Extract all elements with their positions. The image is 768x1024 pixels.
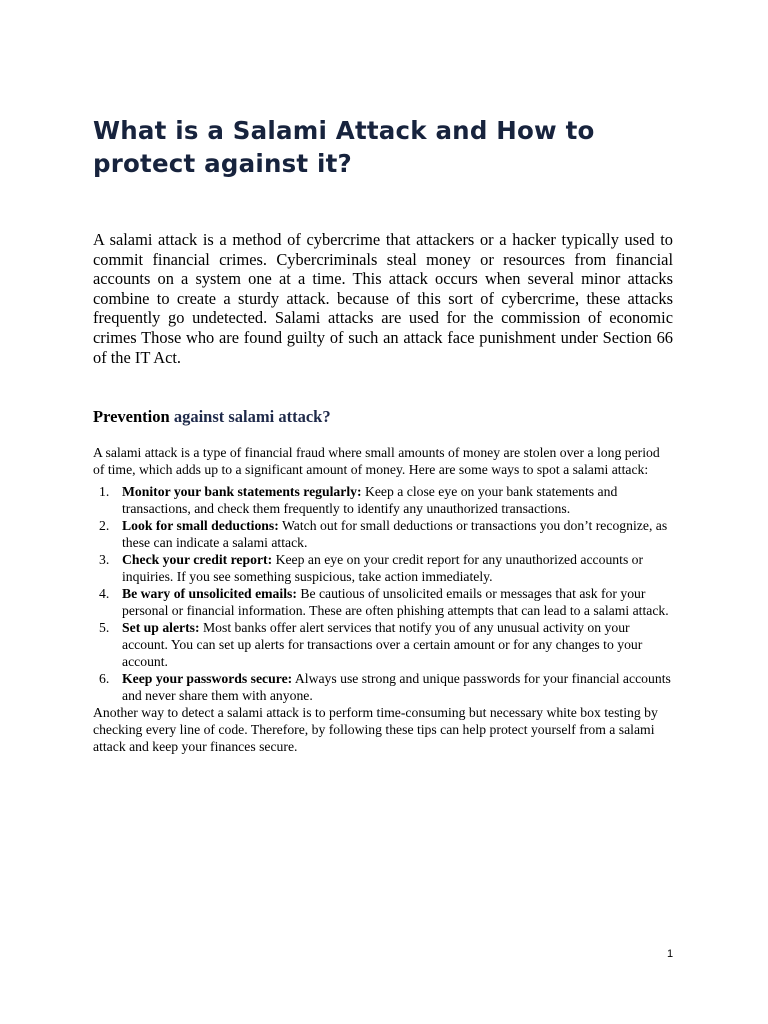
list-item-term: Look for small deductions: xyxy=(122,518,279,534)
list-item-term: Keep your passwords secure: xyxy=(122,671,293,687)
list-item-number: 3. xyxy=(99,552,110,568)
list-item-term: Set up alerts: xyxy=(122,620,200,636)
list-item-number: 2. xyxy=(99,518,110,534)
prevention-heading xyxy=(93,407,673,427)
intro-paragraph: A salami attack is a method of cybercrime that attackers or a hacker typically used to commit financial crimes. Cybercriminals steal money or resources from financial accounts on a system one at a time. This attack occurs when several minor attacks combine to create a sturdy attack. because of this sort of cybercrime, these attacks frequently go undetected. Salami attacks are used for the commission of economic crimes Those who are found guilty of such an attack face punishment under Section 66 of the IT Act. xyxy=(93,230,673,367)
document-title: What is a Salami Attack and How to protect against it? xyxy=(93,116,595,178)
list-item xyxy=(93,670,673,704)
list-item-text: Keep a close eye on your bank statements and transactions, and check them frequently to identify any unauthorized transactions. xyxy=(122,484,618,517)
list-item-term: Be wary of unsolicited emails: xyxy=(122,586,297,602)
list-item xyxy=(93,483,673,517)
list-item-term: Monitor your bank statements regularly: xyxy=(122,484,362,500)
list-item-text: Keep an eye on your credit report for any unauthorized accounts or inquiries. If you see something suspicious, take action immediately. xyxy=(122,552,644,585)
list-item-text: Be cautious of unsolicited emails or messages that ask for your personal or financial information. These are often phishing attempts that can lead to a salami attack. xyxy=(122,586,669,619)
list-item xyxy=(93,585,673,619)
list-item-number: 5. xyxy=(99,620,110,636)
list-item-number: 1. xyxy=(99,484,110,500)
list-item xyxy=(93,619,673,670)
prevention-heading-plain: Prevention xyxy=(93,407,174,427)
list-item-text: Watch out for small deductions or transactions you don’t recognize, as these can indicate a salami attack. xyxy=(122,518,668,551)
list-item-number: 6. xyxy=(99,671,110,687)
list-item-text: Always use strong and unique passwords for your financial accounts and never share them with anyone. xyxy=(122,671,671,704)
prevention-list xyxy=(93,483,673,704)
prevention-lead-paragraph: A salami attack is a type of financial fraud where small amounts of money are stolen over a long period of time, which adds up to a significant amount of money. Here are some ways to spot a salami attack: xyxy=(93,445,660,478)
list-item-text: Most banks offer alert services that notify you of any unusual activity on your account. You can set up alerts for transactions over a certain amount or for any changes to your account. xyxy=(122,620,643,670)
document-body xyxy=(93,114,673,755)
list-item-number: 4. xyxy=(99,586,110,602)
prevention-heading-accent: against salami attack? xyxy=(173,407,331,427)
list-item-term: Check your credit report: xyxy=(122,552,273,568)
closing-paragraph: Another way to detect a salami attack is to perform time-consuming but necessary white box testing by checking every line of code. Therefore, by following these tips can help protect yourself from a salami attack and keep your finances secure. xyxy=(93,705,658,755)
list-item xyxy=(93,517,673,551)
list-item xyxy=(93,551,673,585)
page-number: 1 xyxy=(666,948,674,960)
